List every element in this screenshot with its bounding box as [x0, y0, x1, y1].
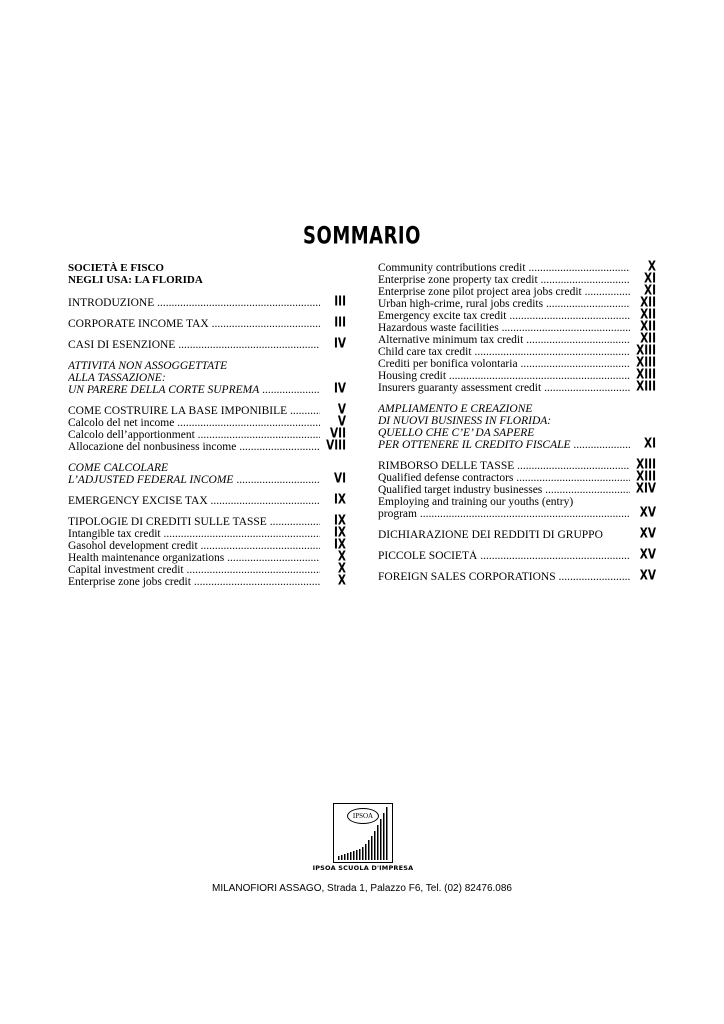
toc-entry-label: PICCOLE SOCIETÀ	[378, 550, 478, 562]
toc-entry-label: Calcolo dell’apportionment	[68, 429, 195, 441]
toc-entry-page: XIII	[636, 457, 656, 472]
toc-entry-page: XII	[640, 331, 656, 346]
toc-entry[interactable]	[68, 360, 346, 396]
toc-entry[interactable]	[378, 547, 656, 562]
toc-entry-page: III	[334, 315, 346, 330]
toc-entry-page: IX	[333, 537, 346, 552]
toc-entry-label: Alternative minimum tax credit	[378, 334, 524, 346]
toc-entry-label-line: AMPLIAMENTO E CREAZIONE	[378, 403, 533, 415]
toc-entry[interactable]	[378, 295, 656, 310]
toc-entry-label-line: UN PARERE DELLA CORTE SUPREMA	[68, 384, 260, 396]
toc-entry[interactable]	[68, 537, 346, 552]
toc-entry-label: Insurers guaranty assessment credit	[378, 382, 542, 394]
toc-entry-label-line: ATTIVITÀ NON ASSOGGETTATE	[68, 360, 228, 372]
toc-entry[interactable]	[68, 294, 346, 309]
toc-entry-label: Child care tax credit	[378, 346, 472, 358]
toc-entry[interactable]	[68, 336, 346, 351]
toc-entry-label: COME COSTRUIRE LA BASE IMPONIBILE	[68, 405, 288, 417]
toc-entry-page: X	[337, 573, 346, 588]
toc-entry-label: Capital investment credit	[68, 564, 184, 576]
toc-entry-label: Calcolo del net income	[68, 417, 175, 429]
toc-entry-page: IX	[333, 513, 346, 528]
toc-entry-label-line: L’ADJUSTED FEDERAL INCOME	[68, 474, 234, 486]
ipsoa-logo	[333, 803, 393, 863]
toc-entry-label-line: COME CALCOLARE	[68, 462, 168, 474]
toc-entry-label: Hazardous waste facilities	[378, 322, 499, 334]
toc-entry[interactable]	[68, 561, 346, 576]
toc-entry-page: XIII	[636, 355, 656, 370]
toc-entry[interactable]	[378, 283, 656, 298]
toc-entry-label: Qualified defense contractors	[378, 472, 514, 484]
toc-entry-page: VIII	[326, 438, 346, 453]
toc-entry-label: RIMBORSO DELLE TASSE	[378, 460, 515, 472]
toc-entry-page: XII	[640, 319, 656, 334]
logo-badge: IPSOA	[347, 808, 379, 824]
toc-entry-label-line: DI NUOVI BUSINESS IN FLORIDA:	[378, 415, 552, 427]
logo-caption: IPSOA SCUOLA D'IMPRESA	[312, 864, 414, 872]
toc-entry[interactable]	[378, 457, 656, 472]
toc-entry[interactable]	[68, 414, 346, 429]
toc-entry-page: XI	[643, 436, 656, 451]
page-title: SOMMARIO	[303, 222, 421, 251]
toc-entry-label: FOREIGN SALES CORPORATIONS	[378, 571, 556, 583]
toc-entry-label: Enterprise zone pilot project area jobs credit	[378, 286, 582, 298]
toc-entry[interactable]	[378, 343, 656, 358]
toc-entry-page: IV	[333, 336, 346, 351]
toc-entry-label: Urban high-crime, rural jobs credits	[378, 298, 544, 310]
toc-entry-page: VI	[333, 471, 346, 486]
toc-entry-label: INTRODUZIONE	[68, 297, 155, 309]
toc-entry-label: Housing credit	[378, 370, 447, 382]
publisher-address: MILANOFIORI ASSAGO, Strada 1, Palazzo F6, Tel. (02) 82476.086	[212, 883, 512, 894]
toc-entry-label-line: ALLA TASSAZIONE:	[68, 372, 166, 384]
toc-entry[interactable]	[68, 426, 346, 441]
toc-right-column	[378, 259, 656, 583]
toc-entry[interactable]	[378, 319, 656, 334]
toc-entry-label: Gasohol development credit	[68, 540, 198, 552]
toc-entry[interactable]	[68, 513, 346, 528]
toc-entry-label: TIPOLOGIE DI CREDITI SULLE TASSE	[68, 516, 267, 528]
toc-entry-page: XV	[639, 505, 656, 520]
toc-entry-page: XII	[640, 307, 656, 322]
toc-entry[interactable]	[378, 469, 656, 484]
toc-entry[interactable]	[378, 379, 656, 394]
toc-entry-page: III	[334, 294, 346, 309]
toc-entry-label: Health maintenance organizations	[68, 552, 225, 564]
toc-entry-label: CASI DI ESENZIONE	[68, 339, 176, 351]
toc-entry[interactable]	[68, 402, 346, 417]
toc-entry-page: X	[337, 561, 346, 576]
toc-entry[interactable]	[68, 525, 346, 540]
toc-entry-label-line: Employing and training our youths (entry)	[378, 496, 574, 508]
toc-entry[interactable]	[68, 573, 346, 588]
toc-entry-page: XV	[639, 568, 656, 583]
toc-entry-page: VII	[330, 426, 346, 441]
toc-entry[interactable]	[378, 331, 656, 346]
toc-entry[interactable]	[68, 549, 346, 564]
toc-entry[interactable]	[378, 526, 656, 541]
toc-entry-label: Enterprise zone jobs credit	[68, 576, 191, 588]
toc-entry-page: IV	[333, 381, 346, 396]
toc-entry[interactable]	[378, 481, 656, 496]
toc-entry[interactable]	[378, 367, 656, 382]
toc-entry[interactable]	[68, 315, 346, 330]
toc-entry-page: XI	[643, 271, 656, 286]
toc-entry-label-line: program	[378, 508, 417, 520]
toc-left-column	[68, 262, 346, 588]
toc-entry-label-line: PER OTTENERE IL CREDITO FISCALE	[378, 439, 571, 451]
toc-entry-label: Crediti per bonifica volontaria	[378, 358, 518, 370]
toc-entry-page: V	[337, 414, 346, 429]
section-heading	[68, 262, 346, 286]
toc-entry-label: Enterprise zone property tax credit	[378, 274, 538, 286]
toc-entry[interactable]	[378, 403, 656, 451]
toc-entry[interactable]	[68, 462, 346, 486]
toc-entry-page: XIII	[636, 367, 656, 382]
toc-entry[interactable]	[378, 355, 656, 370]
toc-entry[interactable]	[68, 438, 346, 453]
toc-entry-label: Community contributions credit	[378, 262, 526, 274]
toc-entry-page: XV	[639, 526, 656, 541]
section-heading-line-2: NEGLI USA: LA FLORIDA	[68, 274, 203, 286]
toc-entry-label: Qualified target industry businesses	[378, 484, 543, 496]
toc-entry-page: XI	[643, 283, 656, 298]
toc-entry-label: Emergency excite tax credit	[378, 310, 507, 322]
toc-entry-label-line: QUELLO CHE C’E’ DA SAPERE	[378, 427, 535, 439]
toc-entry[interactable]	[378, 568, 656, 583]
toc-entry-page: XIII	[636, 379, 656, 394]
toc-entry-label: Intangible tax credit	[68, 528, 161, 540]
toc-entry-label: EMERGENCY EXCISE TAX	[68, 495, 208, 507]
section-heading-line-1: SOCIETÀ E FISCO	[68, 262, 164, 274]
toc-entry[interactable]	[378, 307, 656, 322]
toc-entry-page: X	[647, 259, 656, 274]
toc-entry[interactable]	[378, 259, 656, 274]
toc-entry-page: IX	[333, 525, 346, 540]
toc-entry[interactable]	[378, 271, 656, 286]
toc-entry-label: DICHIARAZIONE DEI REDDITI DI GRUPPO	[378, 529, 603, 541]
toc-entry-label: CORPORATE INCOME TAX	[68, 318, 209, 330]
toc-entry-page: XII	[640, 295, 656, 310]
toc-entry-page: IX	[333, 492, 346, 507]
toc-entry-page: XIII	[636, 343, 656, 358]
toc-entry-page: XIII	[636, 469, 656, 484]
toc-entry-page: X	[337, 549, 346, 564]
toc-entry-page: XIV	[635, 481, 656, 496]
toc-entry[interactable]	[68, 492, 346, 507]
toc-entry-label: Allocazione del nonbusiness income	[68, 441, 237, 453]
toc-entry-page: V	[337, 402, 346, 417]
toc-entry[interactable]	[378, 496, 656, 520]
toc-entry-page: XV	[639, 547, 656, 562]
